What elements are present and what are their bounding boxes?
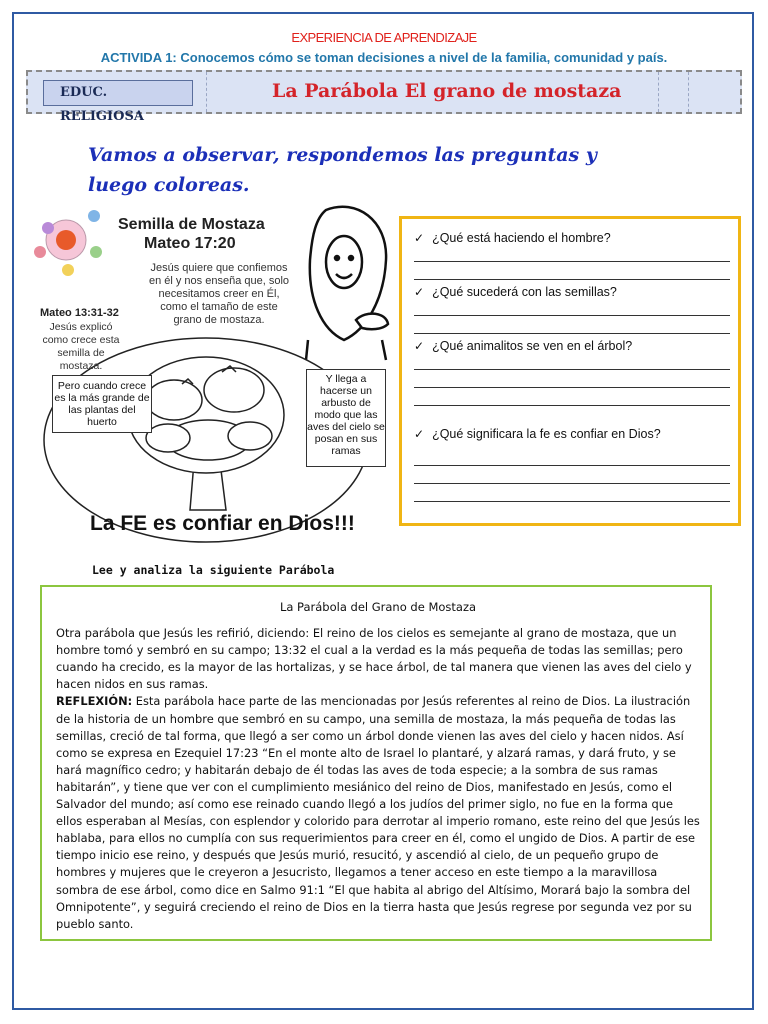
banner-divider: [658, 72, 659, 112]
reflection-label: REFLEXIÓN:: [56, 694, 133, 709]
question-item: ✓ ¿Qué animalitos se ven en el árbol?: [414, 339, 633, 353]
answer-line[interactable]: [414, 315, 730, 316]
illustration-reference-2: Mateo 13:31-32: [40, 307, 119, 319]
note-right: Y llega a hacerse un arbusto de modo que las aves del cielo se posan en sus ramas: [306, 369, 386, 467]
faith-caption: La FE es confiar en Dios!!!: [90, 512, 355, 535]
question-item: ✓ ¿Qué está haciendo el hombre?: [414, 231, 611, 245]
note-left: Pero cuando crece es la más grande de las plantas del huerto: [52, 375, 152, 433]
reading-paragraph: Otra parábola que Jesús les refirió, diciendo: El reino de los cielos es semejante al grano de mostaza, que un hombre tomó y sembró en su campo; 13:32 el cual a la verdad es la más pequeña de todas las semillas; pero cuando ha crecido, es la mayor de las hortalizas, y se hace árbol, de tal manera que vienen las aves del cielo y hacen nidos en sus ramas.: [56, 626, 692, 692]
reading-prompt: Lee y analiza la siguiente Parábola: [92, 563, 335, 577]
answer-line[interactable]: [414, 279, 730, 280]
answer-line[interactable]: [414, 261, 730, 262]
checkmark-icon: ✓: [414, 231, 425, 245]
reading-box: [40, 585, 712, 941]
experience-title: EXPERIENCIA DE APRENDIZAJE: [291, 30, 477, 45]
answer-line[interactable]: [414, 405, 730, 406]
checkmark-icon: ✓: [414, 339, 425, 353]
school-logo-icon: [34, 210, 102, 276]
checkmark-icon: ✓: [414, 285, 425, 299]
subject-label: EDUC. RELIGIOSA: [43, 80, 193, 106]
jesus-figure-icon: [306, 207, 388, 360]
illustration-reference: Mateo 17:20: [144, 235, 236, 252]
illustration-title: Semilla de Mostaza: [118, 216, 265, 233]
questions-box: [399, 216, 741, 526]
activity-title: ACTIVIDA 1: Conocemos cómo se toman decisiones a nivel de la familia, comunidad y país.: [100, 50, 668, 65]
checkmark-icon: ✓: [414, 427, 425, 441]
reflection-text: Esta parábola hace parte de las mencionadas por Jesús referentes al reino de Dios. La ilustración de la historia de un hombre que sembró en su campo, una semilla de mostaza, la más pequeña de todas las semillas, creció de tal forma, que llegó a ser como un árbol donde vienen las aves del cielo y hacen nidos. Así como se expresa en Ezequiel 17:23 “En el monte alto de Israel lo plantaré, y alzará ramas, y dará fruto, y se hará magnífico cedro; y habitarán debajo de él todas las aves de toda especie; a la sombra de sus ramas habitarán”, y tiene que ver con el cumplimiento mesiánico del reino de Dios, manifestado en Jesús, como el Salvador del mundo; así como ese reinado cuando llegó a los judíos del primer siglo, no fue en la forma que ellos esperaban al Mesías, con esplendor y colorido para derrotar al imperio romano, este reino del que Jesús les hablaba, para ellos no cumplía con sus requerimientos para creer en él, como el ungido de Dios. A partir de ese tiempo inicio ese reino, y después que Jesús murió, resucitó, y ascendió al cielo, de un pequeño grupo de hombres y mujeres que le creyeron a Jesucristo, llegamos a tener acceso en este tiempo a la maravillosa sombra de ese árbol, como dice en Salmo 91:1 “El que habita al abrigo del Altísimo, Morará bajo la sombra del Omnipotente”, y seguirá creciendo el reino de Dios en la tierra hasta que Jesús regrese por segunda vez por su pueblo santo.: [56, 694, 700, 931]
answer-line[interactable]: [414, 369, 730, 370]
reading-title: La Parábola del Grano de Mostaza: [279, 600, 477, 614]
banner-divider: [688, 72, 689, 112]
question-item: ✓ ¿Qué sucederá con las semillas?: [414, 285, 617, 299]
title-banner: [26, 70, 742, 124]
answer-line[interactable]: [414, 483, 730, 484]
lesson-title: La Parábola El grano de mostaza: [272, 80, 622, 102]
instruction-text: Vamos a observar, respondemos las preguntas y luego coloreas.: [88, 144, 597, 196]
answer-line[interactable]: [414, 465, 730, 466]
answer-line[interactable]: [414, 501, 730, 502]
illustration-reference-2-text: Jesús explicó como crece esta semilla de mostaza.: [42, 321, 120, 372]
banner-divider: [206, 72, 207, 112]
answer-line[interactable]: [414, 387, 730, 388]
reflection-paragraph: [56, 693, 700, 932]
question-item: ✓ ¿Qué significara la fe es confiar en Dios?: [414, 427, 661, 441]
illustration-description: Jesús quiere que confiemos en él y nos enseña que, solo necesitamos creer en Él, como el tamaño de este grano de mostaza.: [148, 262, 290, 326]
answer-line[interactable]: [414, 333, 730, 334]
